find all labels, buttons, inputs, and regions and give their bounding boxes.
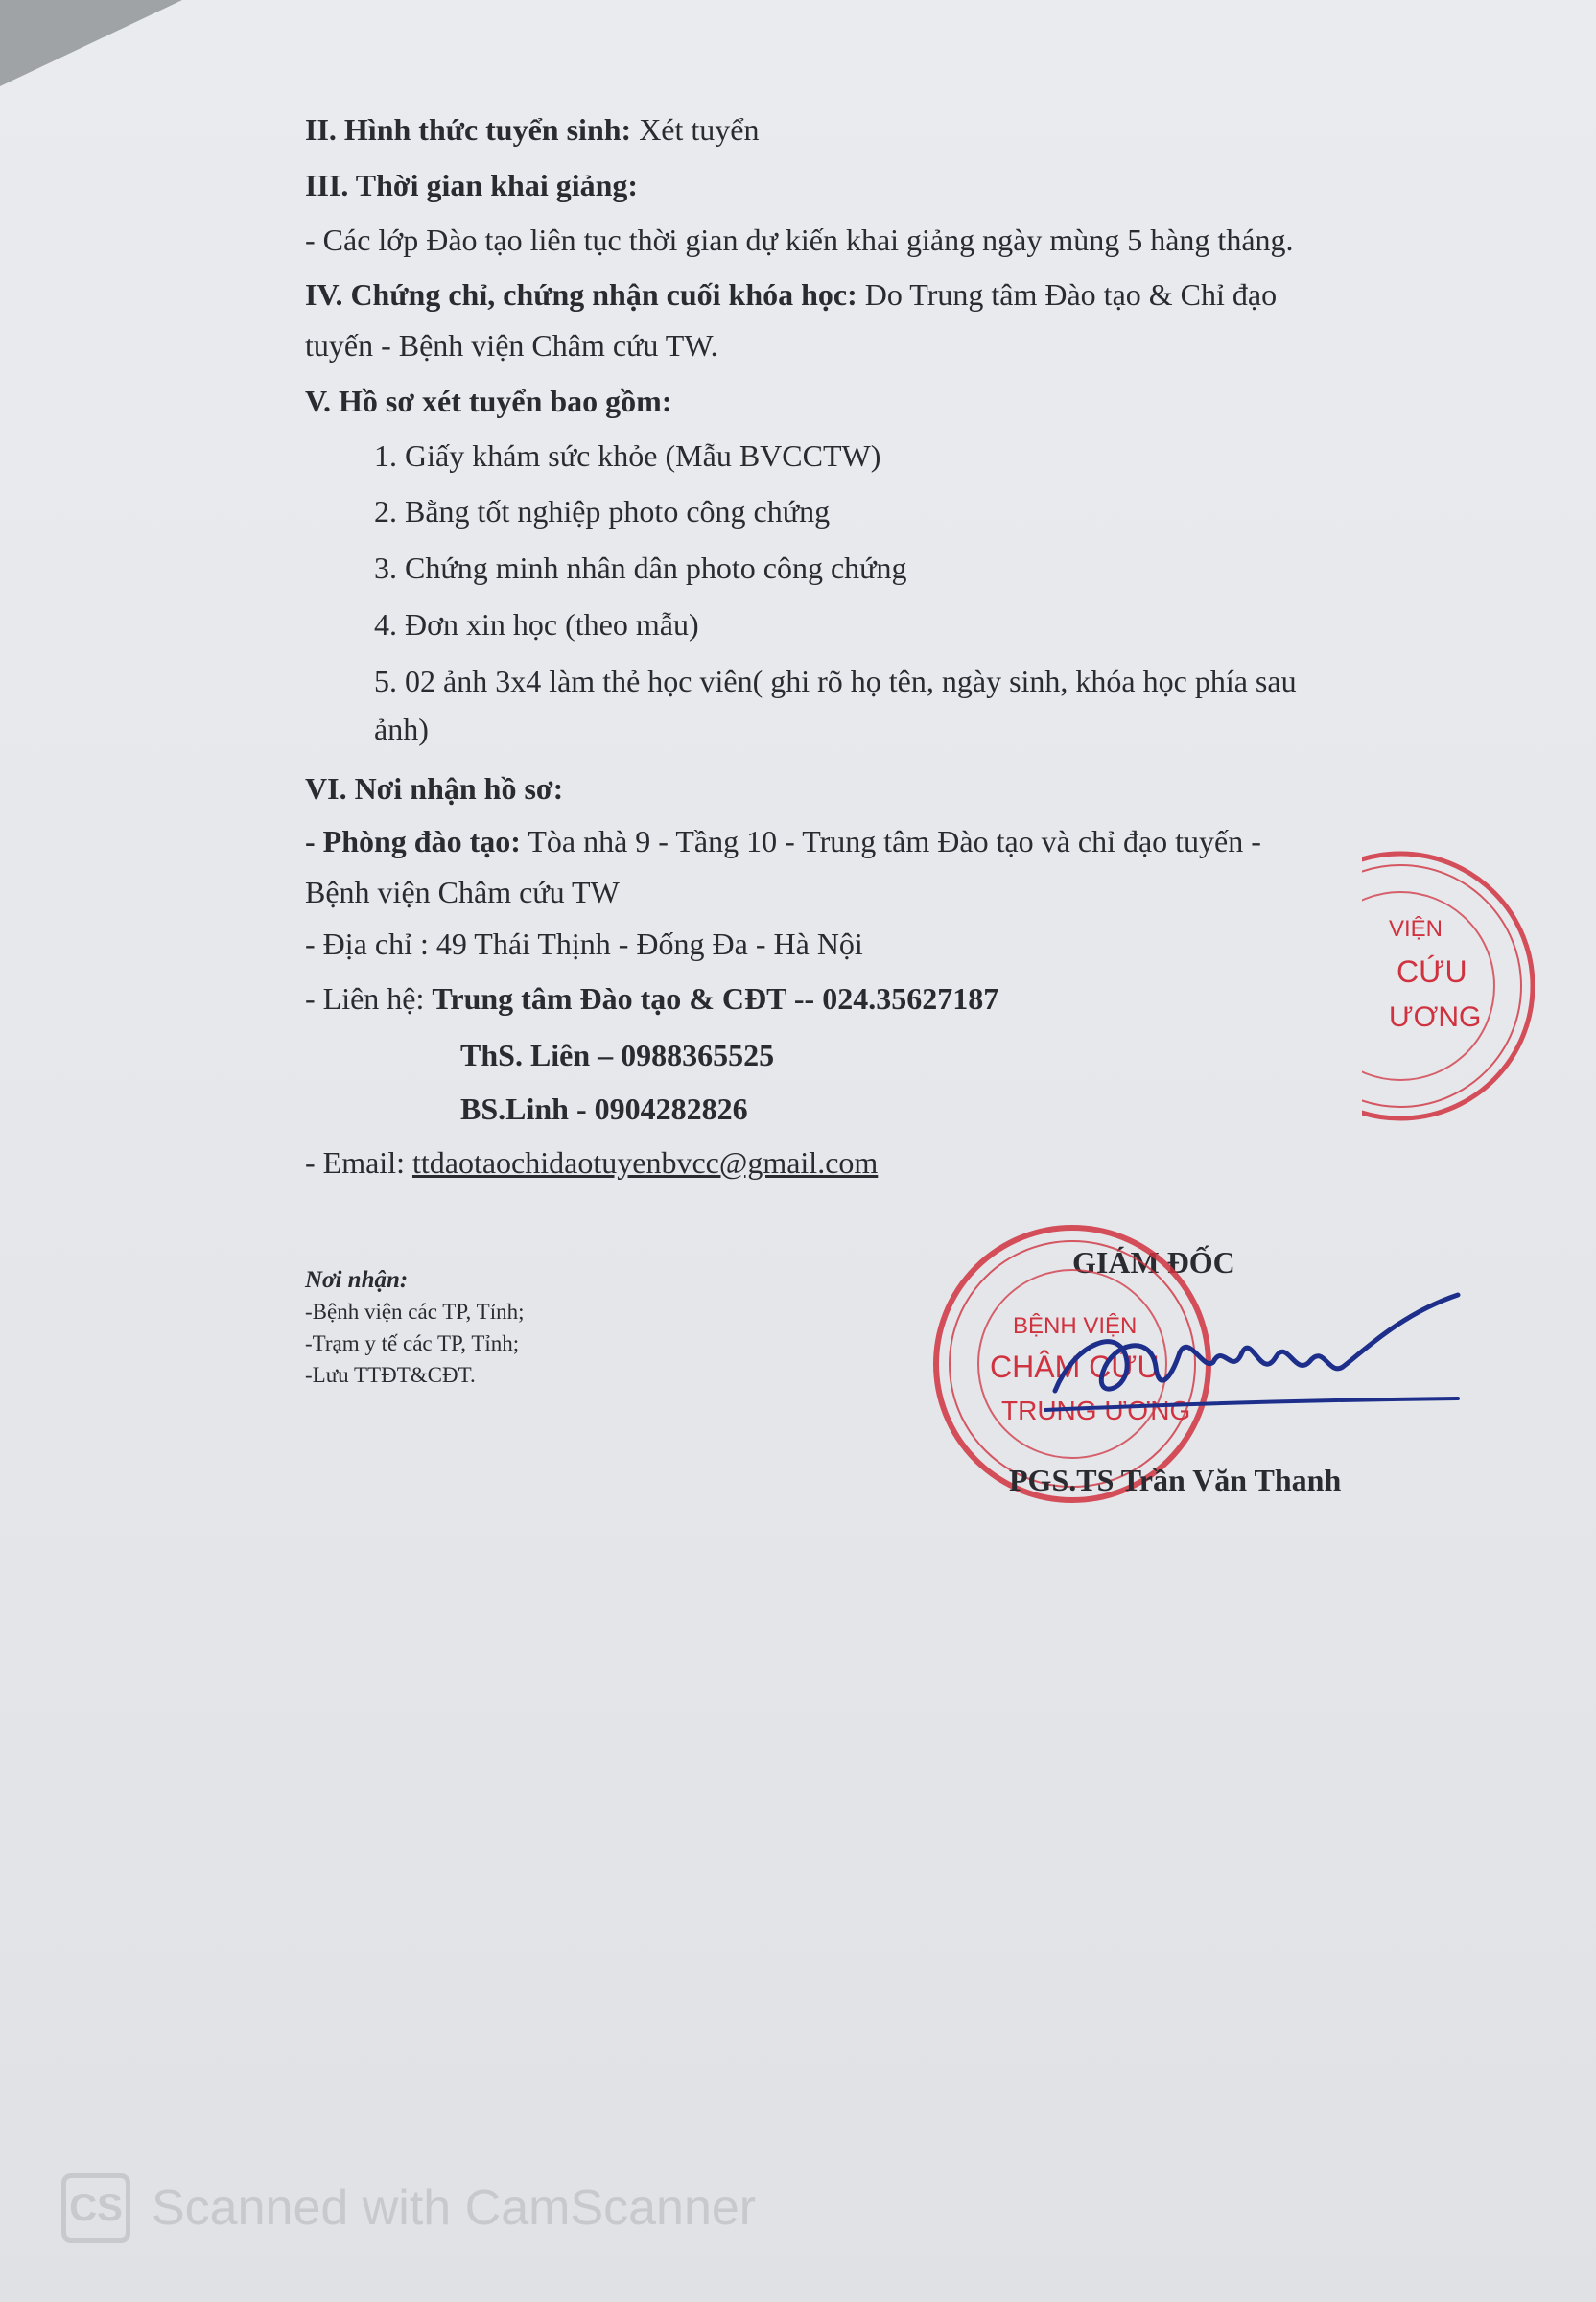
stamp-text: TRUNG ƯƠNG <box>1001 1396 1191 1425</box>
contact-line <box>305 979 998 1018</box>
email-label: - Email: <box>305 1145 405 1180</box>
email-link[interactable]: ttdaotaochidaotuyenbvcc@gmail.com <box>411 1145 879 1180</box>
section-3-heading: III. Thời gian khai giảng: <box>305 168 639 202</box>
section-2 <box>305 110 759 149</box>
list-item: 1. Giấy khám sức khỏe (Mẫu BVCCTW) <box>374 438 881 473</box>
section-6-heading: VI. Nơi nhận hồ sơ: <box>305 771 564 806</box>
address-line: - Địa chỉ : 49 Thái Thịnh - Đống Đa - Hà Nội <box>305 927 863 961</box>
section-2-value: Xét tuyển <box>639 112 760 147</box>
list-item: 3. Chứng minh nhân dân photo công chứng <box>374 551 907 585</box>
section-4-text-1: Do Trung tâm Đào tạo & Chỉ đạo <box>864 277 1278 312</box>
list-item: 4. Đơn xin học (theo mẫu) <box>374 607 699 642</box>
signature-scribble <box>1036 1285 1477 1429</box>
stamp-text: BỆNH VIỆN <box>1013 1313 1138 1339</box>
contact-person: ThS. Liên – 0988365525 <box>460 1038 775 1072</box>
watermark-text: Scanned with CamScanner <box>152 2180 757 2236</box>
signer-position: GIÁM ĐỐC <box>1072 1245 1235 1280</box>
email-line <box>305 1143 878 1182</box>
stamp-text: VIỆN <box>1389 916 1443 942</box>
office-value: Tòa nhà 9 - Tầng 10 - Trung tâm Đào tạo và chỉ đạo tuyến - <box>528 824 1261 858</box>
recipients-title: Nơi nhận: <box>305 1267 409 1293</box>
list-item: 5. 02 ảnh 3x4 làm thẻ học viên( ghi rõ họ tên, ngày sinh, khóa học phía sau <box>374 664 1297 698</box>
recipient-item: -Lưu TTĐT&CĐT. <box>305 1363 476 1387</box>
recipient-item: -Bệnh viện các TP, Tỉnh; <box>305 1300 525 1324</box>
stamp-text: CHÂM CỨU <box>990 1350 1160 1384</box>
section-4-text-2: tuyến - Bệnh viện Châm cứu TW. <box>305 328 718 363</box>
partial-stamp <box>1362 833 1535 1139</box>
contact-label: - Liên hệ: <box>305 981 425 1016</box>
section-5-heading: V. Hồ sơ xét tuyển bao gồm: <box>305 384 672 418</box>
page-corner-shadow <box>0 0 182 86</box>
list-item: 2. Bằng tốt nghiệp photo công chứng <box>374 494 831 529</box>
office-line <box>305 822 1261 860</box>
recipient-item: -Trạm y tế các TP, Tỉnh; <box>305 1331 520 1355</box>
stamp-text: CỨU <box>1396 954 1467 989</box>
contact-person: BS.Linh - 0904282826 <box>460 1092 748 1126</box>
section-2-heading: II. Hình thức tuyển sinh: <box>305 112 632 147</box>
list-item-continuation: ảnh) <box>374 712 429 746</box>
camscanner-logo-icon: CS <box>61 2173 130 2243</box>
signer-name: PGS.TS Trần Văn Thanh <box>1009 1463 1342 1497</box>
office-label: - Phòng đào tạo: <box>305 824 521 858</box>
section-4 <box>305 275 1277 314</box>
stamp-text: ƯƠNG <box>1389 1001 1482 1033</box>
section-3-text: - Các lớp Đào tạo liên tục thời gian dự kiến khai giảng ngày mùng 5 hàng tháng. <box>305 223 1294 257</box>
office-continuation: Bệnh viện Châm cứu TW <box>305 875 620 909</box>
camscanner-watermark <box>61 2170 756 2246</box>
contact-value: Trung tâm Đào tạo & CĐT -- 024.35627187 <box>432 981 999 1016</box>
recipients-block <box>305 1264 524 1391</box>
section-4-heading: IV. Chứng chỉ, chứng nhận cuối khóa học: <box>305 277 857 312</box>
